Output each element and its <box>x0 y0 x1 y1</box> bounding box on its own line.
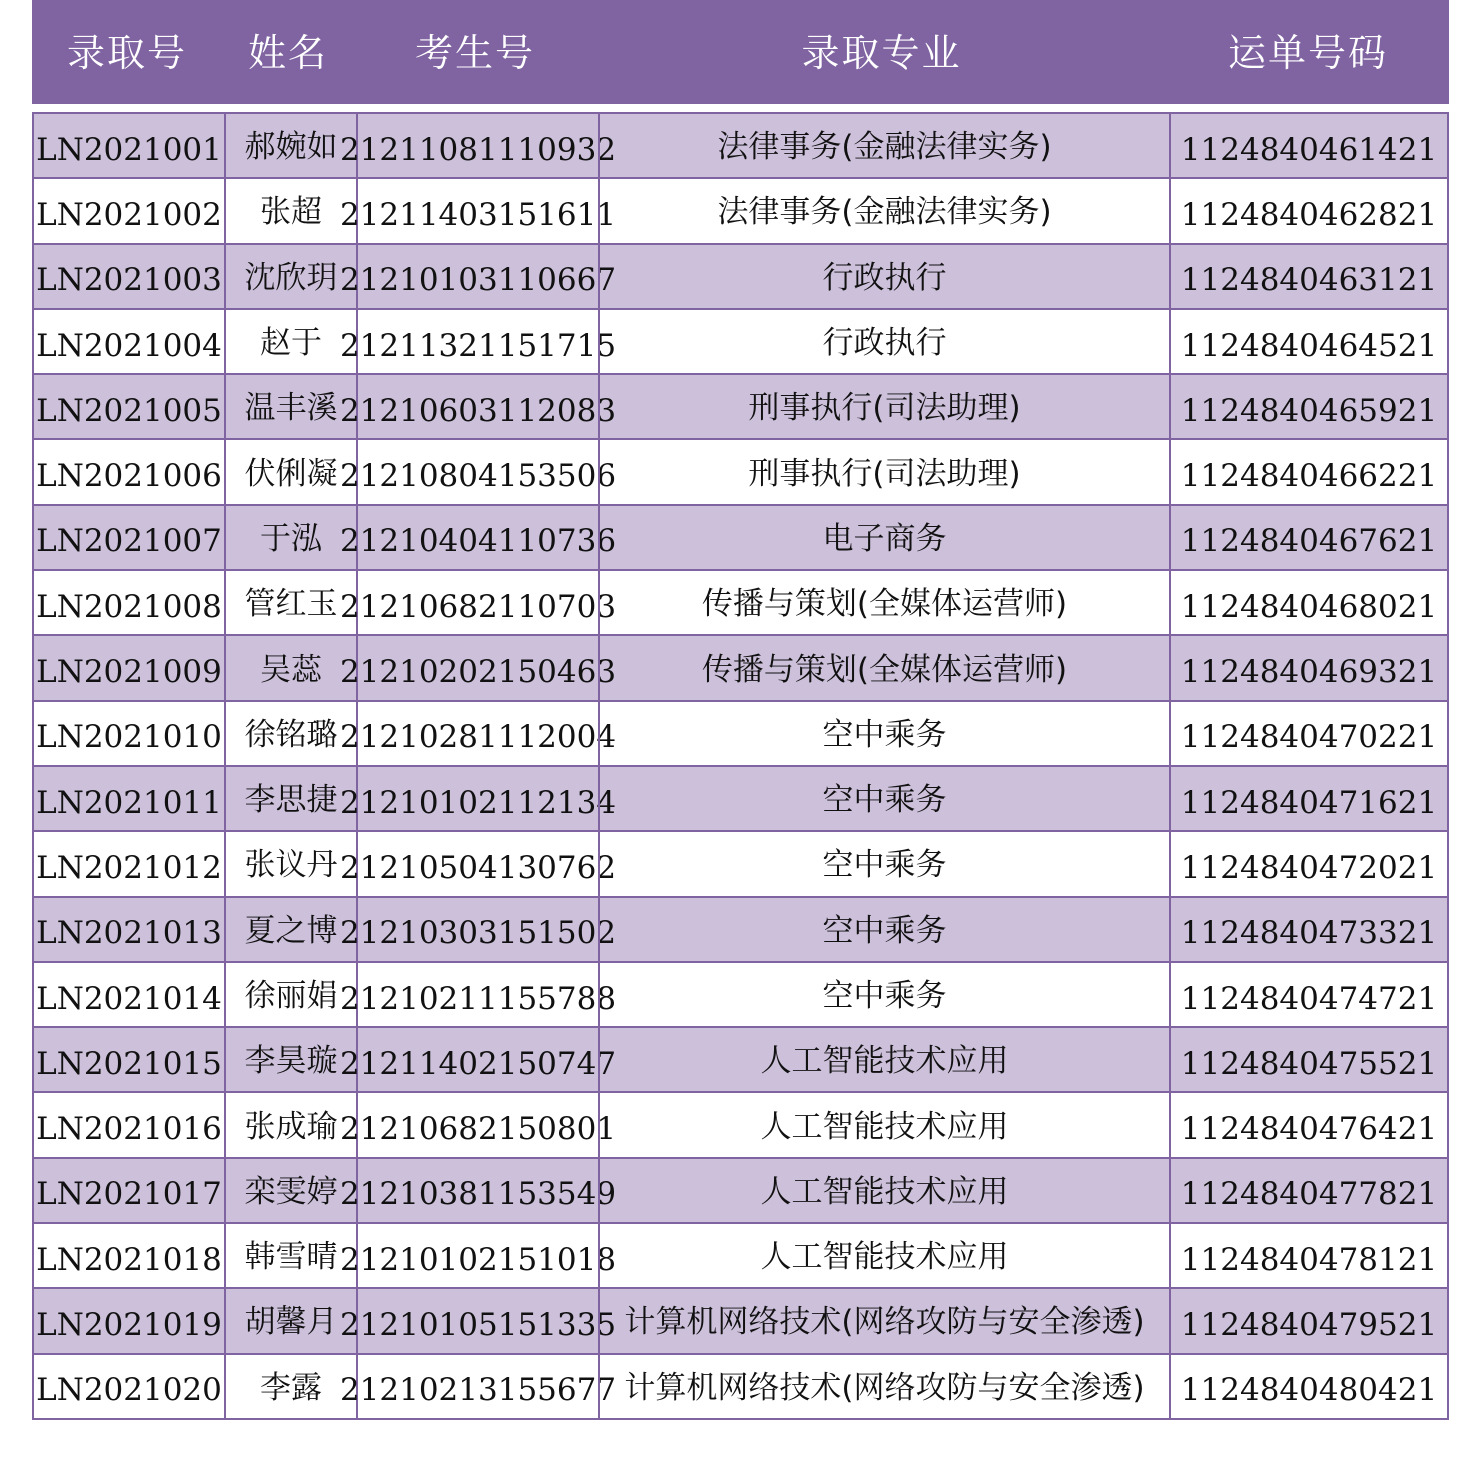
major-cell: 刑事执行(司法助理) <box>598 440 1169 503</box>
exam-no-cell: 21211403151611 <box>356 179 598 242</box>
table-row <box>34 1026 1447 1091</box>
waybill-no-cell: 1124840475521 <box>1169 1028 1447 1091</box>
exam-no-cell: 21210603112083 <box>356 375 598 438</box>
major-cell: 传播与策划(全媒体运营师) <box>598 571 1169 634</box>
exam-no-cell: 21210381153549 <box>356 1159 598 1222</box>
waybill-no-cell: 1124840480421 <box>1169 1355 1447 1418</box>
waybill-no-cell: 1124840466221 <box>1169 440 1447 503</box>
exam-no-cell: 21210213155677 <box>356 1355 598 1418</box>
name-cell: 张超 <box>224 179 356 242</box>
header-waybill-no: 运单号码 <box>1227 30 1388 75</box>
major-cell: 电子商务 <box>598 506 1169 569</box>
major-cell: 空中乘务 <box>598 963 1169 1026</box>
name-cell: 于泓 <box>224 506 356 569</box>
exam-no-cell: 21210404110736 <box>356 506 598 569</box>
name-cell: 郝婉如 <box>224 114 356 177</box>
exam-no-cell: 21210303151502 <box>356 898 598 961</box>
major-cell: 空中乘务 <box>598 767 1169 830</box>
name-cell: 温丰溪 <box>224 375 356 438</box>
waybill-no-cell: 1124840473321 <box>1169 898 1447 961</box>
admission-no-cell: LN2021003 <box>36 262 222 299</box>
exam-no-cell: 21210211155788 <box>356 963 598 1026</box>
admission-no-cell: LN2021016 <box>36 1111 222 1148</box>
major-cell: 空中乘务 <box>598 832 1169 895</box>
admission-no-cell: LN2021015 <box>36 1045 222 1082</box>
name-cell: 栾雯婷 <box>224 1159 356 1222</box>
exam-no-cell: 21210682110703 <box>356 571 598 634</box>
admission-no-cell: LN2021002 <box>36 196 222 233</box>
waybill-no-cell: 1124840474721 <box>1169 963 1447 1026</box>
major-cell: 行政执行 <box>598 310 1169 373</box>
admission-no-cell: LN2021001 <box>36 131 222 168</box>
name-cell: 管红玉 <box>224 571 356 634</box>
name-cell: 李昊璇 <box>224 1028 356 1091</box>
table-row <box>34 896 1447 961</box>
exam-no-cell: 21211402150747 <box>356 1028 598 1091</box>
exam-no-cell: 21210804153506 <box>356 440 598 503</box>
waybill-no-cell: 1124840467621 <box>1169 506 1447 569</box>
major-cell: 法律事务(金融法律实务) <box>598 179 1169 242</box>
table-row <box>34 1353 1447 1418</box>
admission-no-cell: LN2021008 <box>36 588 222 625</box>
header-admission-no: 录取号 <box>66 30 187 75</box>
major-cell: 计算机网络技术(网络攻防与安全渗透) <box>598 1355 1169 1418</box>
exam-no-cell: 21211321151715 <box>356 310 598 373</box>
exam-no-cell: 21210682150801 <box>356 1093 598 1156</box>
table-row <box>34 1287 1447 1352</box>
waybill-no-cell: 1124840479521 <box>1169 1289 1447 1352</box>
name-cell: 张议丹 <box>224 832 356 895</box>
table-header <box>32 0 1449 108</box>
exam-no-cell: 21211081110932 <box>356 114 598 177</box>
table-row <box>34 961 1447 1026</box>
table-row <box>34 1222 1447 1287</box>
table-row <box>34 634 1447 699</box>
major-cell: 人工智能技术应用 <box>598 1159 1169 1222</box>
name-cell: 胡馨月 <box>224 1289 356 1352</box>
major-cell: 人工智能技术应用 <box>598 1093 1169 1156</box>
waybill-no-cell: 1124840472021 <box>1169 832 1447 895</box>
admission-no-cell: LN2021007 <box>36 523 222 560</box>
admission-no-cell: LN2021004 <box>36 327 222 364</box>
major-cell: 刑事执行(司法助理) <box>598 375 1169 438</box>
waybill-no-cell: 1124840477821 <box>1169 1159 1447 1222</box>
major-cell: 行政执行 <box>598 245 1169 308</box>
admission-no-cell: LN2021017 <box>36 1176 222 1213</box>
waybill-no-cell: 1124840463121 <box>1169 245 1447 308</box>
table-row <box>34 112 1447 177</box>
name-cell: 徐铭璐 <box>224 702 356 765</box>
waybill-no-cell: 1124840471621 <box>1169 767 1447 830</box>
major-cell: 人工智能技术应用 <box>598 1224 1169 1287</box>
exam-no-cell: 21210202150463 <box>356 636 598 699</box>
major-cell: 传播与策划(全媒体运营师) <box>598 636 1169 699</box>
header-exam-no: 考生号 <box>414 30 535 75</box>
table-row <box>34 177 1447 242</box>
admission-no-cell: LN2021010 <box>36 719 222 756</box>
waybill-no-cell: 1124840478121 <box>1169 1224 1447 1287</box>
name-cell: 韩雪晴 <box>224 1224 356 1287</box>
table-row <box>34 765 1447 830</box>
name-cell: 伏俐凝 <box>224 440 356 503</box>
admission-no-cell: LN2021018 <box>36 1241 222 1278</box>
admission-table <box>32 0 1449 1420</box>
exam-no-cell: 21210102112134 <box>356 767 598 830</box>
exam-no-cell: 21210103110667 <box>356 245 598 308</box>
waybill-no-cell: 1124840469321 <box>1169 636 1447 699</box>
admission-no-cell: LN2021006 <box>36 458 222 495</box>
exam-no-cell: 21210281112004 <box>356 702 598 765</box>
admission-no-cell: LN2021019 <box>36 1306 222 1343</box>
admission-no-cell: LN2021013 <box>36 915 222 952</box>
waybill-no-cell: 1124840476421 <box>1169 1093 1447 1156</box>
admission-no-cell: LN2021011 <box>36 784 222 821</box>
name-cell: 夏之博 <box>224 898 356 961</box>
major-cell: 计算机网络技术(网络攻防与安全渗透) <box>598 1289 1169 1352</box>
exam-no-cell: 21210102151018 <box>356 1224 598 1287</box>
major-cell: 空中乘务 <box>598 898 1169 961</box>
admission-no-cell: LN2021005 <box>36 392 222 429</box>
major-cell: 空中乘务 <box>598 702 1169 765</box>
waybill-no-cell: 1124840461421 <box>1169 114 1447 177</box>
exam-no-cell: 21210105151335 <box>356 1289 598 1352</box>
table-row <box>34 830 1447 895</box>
waybill-no-cell: 1124840464521 <box>1169 310 1447 373</box>
name-cell: 李思捷 <box>224 767 356 830</box>
name-cell: 徐丽娟 <box>224 963 356 1026</box>
name-cell: 沈欣玥 <box>224 245 356 308</box>
admission-no-cell: LN2021012 <box>36 849 222 886</box>
table-row <box>34 700 1447 765</box>
name-cell: 吴蕊 <box>224 636 356 699</box>
admission-no-cell: LN2021009 <box>36 654 222 691</box>
name-cell: 赵于 <box>224 310 356 373</box>
name-cell: 张成瑜 <box>224 1093 356 1156</box>
admission-no-cell: LN2021020 <box>36 1372 222 1409</box>
table-row <box>34 243 1447 308</box>
header-major: 录取专业 <box>801 30 962 75</box>
table-row <box>34 569 1447 634</box>
waybill-no-cell: 1124840470221 <box>1169 702 1447 765</box>
table-row <box>34 373 1447 438</box>
major-cell: 人工智能技术应用 <box>598 1028 1169 1091</box>
exam-no-cell: 21210504130762 <box>356 832 598 895</box>
major-cell: 法律事务(金融法律实务) <box>598 114 1169 177</box>
admission-no-cell: LN2021014 <box>36 980 222 1017</box>
name-cell: 李露 <box>224 1355 356 1418</box>
table-row <box>34 504 1447 569</box>
table-row <box>34 1157 1447 1222</box>
header-name: 姓名 <box>247 30 328 75</box>
table-row <box>34 308 1447 373</box>
waybill-no-cell: 1124840468021 <box>1169 571 1447 634</box>
table-body <box>32 112 1449 1420</box>
table-row <box>34 438 1447 503</box>
waybill-no-cell: 1124840462821 <box>1169 179 1447 242</box>
waybill-no-cell: 1124840465921 <box>1169 375 1447 438</box>
table-row <box>34 1091 1447 1156</box>
